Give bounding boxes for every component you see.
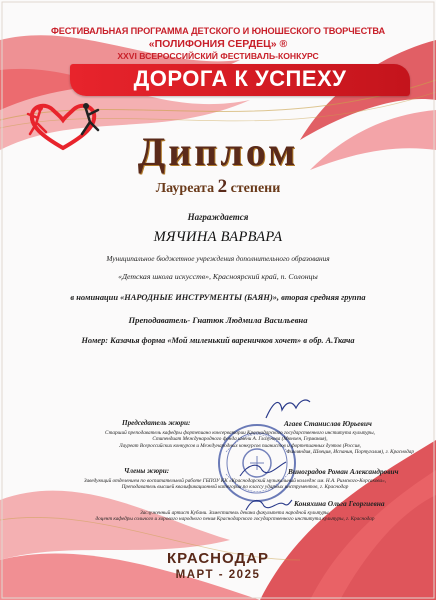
footer-city: КРАСНОДАР xyxy=(167,550,269,567)
members-label: Члены жюри: xyxy=(124,467,170,475)
footer-date: МАРТ - 2025 xyxy=(175,569,261,581)
laureate-line xyxy=(0,176,436,198)
diploma-title: Диплом xyxy=(137,129,299,174)
chair-description xyxy=(60,430,420,456)
chair-name: Агаев Станислав Юрьевич xyxy=(284,419,372,428)
member1-desc-1: Заведующий отделением по воспитательной работе ГБПОУ КК «Краснодарский музыкальный колледж им. Н.А. Римского-Корсакова», xyxy=(84,478,386,484)
chair-label: Председатель жюри: xyxy=(122,419,191,427)
member1-description xyxy=(40,478,430,491)
festival-program-line: ФЕСТИВАЛЬНАЯ ПРОГРАММА ДЕТСКОГО И ЮНОШЕСКОГО ТВОРЧЕСТВА xyxy=(50,26,386,36)
laureate-suffix: степени xyxy=(230,181,281,196)
nomination-line: в номинации «НАРОДНЫЕ ИНСТРУМЕНТЫ (БАЯН)», вторая средняя группа xyxy=(70,293,366,302)
member2-name: Коняхина Ольга Георгиевна xyxy=(294,499,385,508)
laureate-prefix: Лауреата xyxy=(155,181,215,196)
banner-title: ДОРОГА К УСПЕХУ xyxy=(133,66,347,91)
chair-desc-3: Лауреат Всероссийских конкурсов и Международных конкурсов пианистов и фортепианных дуэтов (Россия, xyxy=(119,442,361,449)
teacher-line: Преподаватель- Гнатюк Людмила Васильевна xyxy=(128,315,308,325)
member2-desc-2: доцент кафедры сольного и хорового народного пения Краснодарского государственного института культуры, г. Краснодар xyxy=(95,516,375,523)
member1-name: Виноградов Роман Александрович xyxy=(288,467,399,476)
festival-name-line: «ПОЛИФОНИЯ СЕРДЕЦ» ® xyxy=(148,38,288,50)
organization-line-2: «Детская школа искусств», Красноярский край, п. Солонцы xyxy=(118,272,318,281)
chair-desc-4: Финляндия, Швеция, Испания, Португалия), г. Краснодар xyxy=(286,449,414,456)
chair-desc-1: Старший преподаватель кафедры фортепиано консерватории Краснодарского государственного института культуры, xyxy=(105,430,375,436)
recipient-name: МЯЧИНА ВАРВАРА xyxy=(153,229,283,245)
festival-edition-line: XXVI ВСЕРОССИЙСКИЙ ФЕСТИВАЛЬ-КОНКУРС xyxy=(117,51,319,61)
member1-desc-2: Преподаватель высшей квалификационной категории по классу ударных инструментов, г. Краснодар xyxy=(121,484,349,491)
member2-description xyxy=(40,510,430,523)
chair-desc-2: Стипендиат Международного фонда имени А. Глазунова (Мюнхен, Германия), xyxy=(152,436,328,443)
awarded-label: Награждается xyxy=(187,212,249,222)
performance-number-line: Номер: Казачья форма «Мой миленький вареничков хочет» в обр. А.Ткача xyxy=(81,336,355,345)
organization-line-1: Муниципальное бюджетное учреждения дополнительного образования xyxy=(106,254,330,263)
laureate-degree: 2 xyxy=(217,176,228,197)
member2-desc-1: Заслуженный артист Кубани. Заместитель декана факультета народной культуры, xyxy=(140,510,330,516)
